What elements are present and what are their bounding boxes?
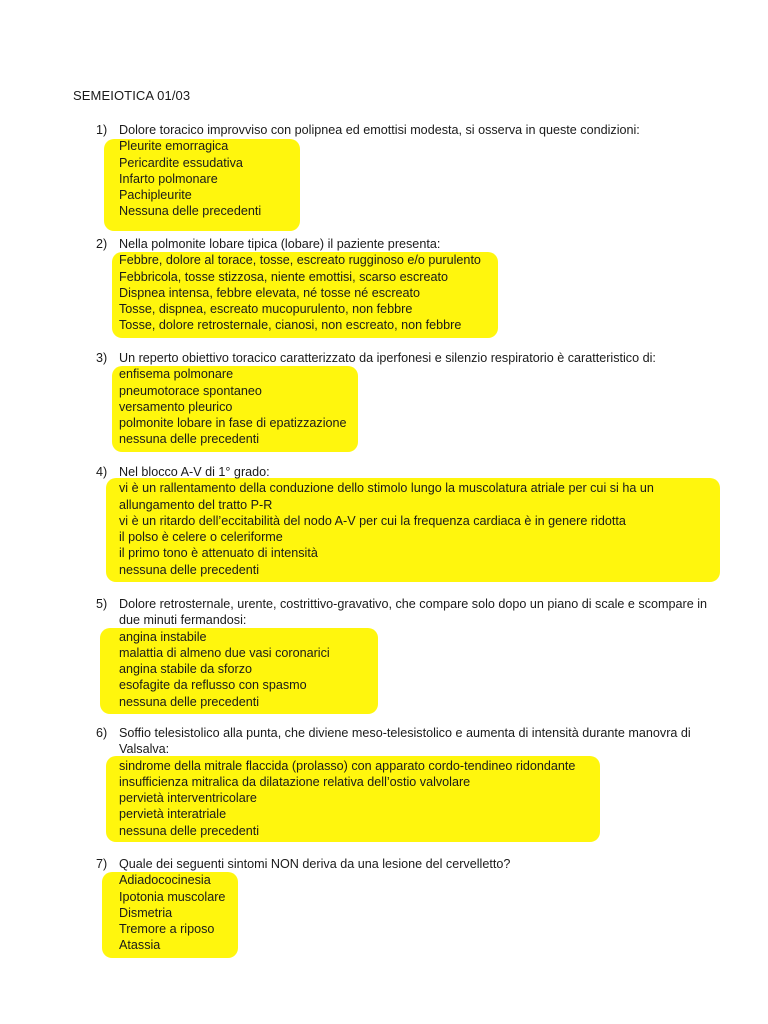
option-item: angina stabile da sforzo: [119, 662, 253, 677]
question-text: Nel blocco A-V di 1° grado:: [119, 465, 270, 479]
option-item: Dismetria: [119, 905, 173, 920]
option-list: [96, 138, 716, 219]
option-item: Febbre, dolore al torace, tosse, escreato rugginoso e/o purulento: [119, 253, 481, 268]
question-number: 2): [96, 237, 108, 251]
question-number: 3): [96, 351, 108, 365]
question-text: Un reperto obiettivo toracico caratterizzato da iperfonesi e silenzio respiratorio è caratteristico di:: [119, 351, 656, 365]
question-3: [96, 350, 716, 448]
option-item: allungamento del tratto P-R: [119, 497, 273, 512]
option-item: Pleurite emorragica: [119, 139, 229, 154]
option-item: pneumotorace spontaneo: [119, 383, 262, 398]
option-item: pervietà interatriale: [119, 807, 227, 822]
option-list: [96, 252, 716, 333]
question-number: 4): [96, 465, 108, 479]
option-list: [96, 629, 716, 710]
question-1: [96, 122, 716, 220]
question-2: [96, 236, 716, 334]
option-item: pervietà interventricolare: [119, 791, 257, 806]
question-4: [96, 464, 716, 578]
option-item: polmonite lobare in fase di epatizzazione: [119, 416, 347, 431]
question-text: Dolore toracico improvviso con polipnea ed emottisi modesta, si osserva in queste condizioni:: [119, 123, 640, 137]
option-list: [96, 366, 716, 447]
question-number: 7): [96, 857, 108, 871]
option-item: nessuna delle precedenti: [119, 432, 260, 447]
question-text: Dolore retrosternale, urente, costrittivo-gravativo, che compare solo dopo un piano di scale e scompare in due minuti fermandosi:: [119, 597, 708, 628]
option-item: Infarto polmonare: [119, 171, 218, 186]
option-item: nessuna delle precedenti: [119, 694, 260, 709]
page-title: SEMEIOTICA 01/03: [73, 88, 191, 103]
option-item: Tremore a riposo: [119, 922, 215, 937]
option-item: vi è un rallentamento della conduzione dello stimolo lungo la muscolatura atriale per cui si ha un: [119, 481, 654, 496]
option-item: nessuna delle precedenti: [119, 823, 260, 838]
option-list: [96, 758, 716, 839]
question-text: Nella polmonite lobare tipica (lobare) il paziente presenta:: [119, 237, 441, 251]
question-text: Soffio telesistolico alla punta, che diviene meso-telesistolico e aumenta di intensità durante manovra di Valsalva:: [119, 726, 691, 757]
option-item: Febbricola, tosse stizzosa, niente emottisi, scarso escreato: [119, 269, 448, 284]
option-item: angina instabile: [119, 629, 207, 644]
option-item: esofagite da reflusso con spasmo: [119, 678, 307, 693]
option-item: malattia di almeno due vasi coronarici: [119, 645, 330, 660]
option-item: Ipotonia muscolare: [119, 889, 226, 904]
option-item: Nessuna delle precedenti: [119, 204, 262, 219]
option-item: il polso è celere o celeriforme: [119, 530, 283, 545]
option-item: versamento pleurico: [119, 399, 233, 414]
option-item: Tosse, dolore retrosternale, cianosi, non escreato, non febbre: [119, 318, 462, 333]
question-6: [96, 725, 716, 839]
option-item: Pericardite essudativa: [119, 155, 243, 170]
question-number: 5): [96, 597, 108, 611]
option-item: insufficienza mitralica da dilatazione relativa dell’ostio valvolare: [119, 774, 471, 789]
option-item: Tosse, dispnea, escreato mucopurulento, non febbre: [119, 302, 413, 317]
option-item: Adiadococinesia: [119, 873, 211, 888]
option-list: [96, 872, 716, 953]
question-text: Quale dei seguenti sintomi NON deriva da una lesione del cervelletto?: [119, 857, 511, 871]
question-number: 1): [96, 123, 108, 137]
question-number: 6): [96, 726, 108, 740]
option-item: enfisema polmonare: [119, 367, 234, 382]
option-item: nessuna delle precedenti: [119, 562, 260, 577]
option-item: il primo tono è attenuato di intensità: [119, 546, 318, 561]
question-5: [96, 596, 716, 710]
question-7: [96, 856, 716, 954]
option-list: [96, 480, 716, 578]
option-item: vi è un ritardo dell’eccitabilità del nodo A-V per cui la frequenza cardiaca è in genere ridotta: [119, 513, 626, 528]
option-item: sindrome della mitrale flaccida (prolasso) con apparato cordo-tendineo ridondante: [119, 758, 576, 773]
option-item: Atassia: [119, 938, 161, 953]
option-item: Dispnea intensa, febbre elevata, né tosse né escreato: [119, 285, 421, 300]
option-item: Pachipleurite: [119, 188, 192, 203]
